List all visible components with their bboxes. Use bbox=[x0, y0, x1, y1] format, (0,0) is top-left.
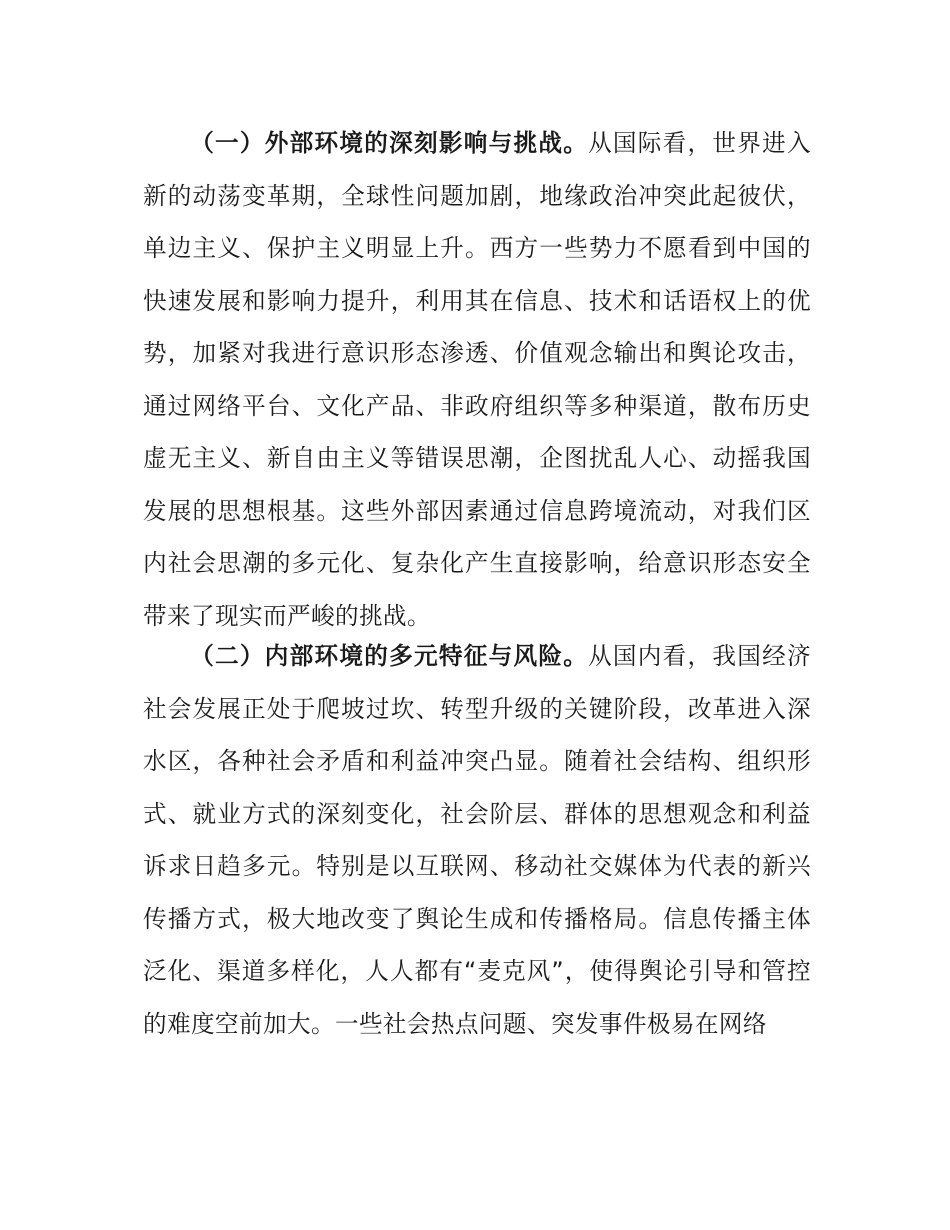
section-body-external: 从国际看，世界进入新的动荡变革期，全球性问题加剧，地缘政治冲突此起彼伏，单边主义、保护主义明显上升。西方一些势力不愿看到中国的快速发展和影响力提升，利用其在信息、技术和话语权上的优势，加紧对我进行意识形态渗透、价值观念输出和舆论攻击，通过网络平台、文化产品、非政府组织等多种渠道，散布历史虚无主义、新自由主义等错误思潮，企图扰乱人心、动摇我国发展的思想根基。这些外部因素通过信息跨境流动，对我们区内社会思潮的多元化、复杂化产生直接影响，给意识形态安全带来了现实而严峻的挑战。 bbox=[143, 129, 811, 630]
section-heading-external: （一）外部环境的深刻影响与挑战。 bbox=[190, 129, 589, 157]
section-heading-internal: （二）内部环境的多元特征与风险。 bbox=[190, 642, 589, 670]
section-paragraph-external bbox=[143, 117, 811, 642]
section-paragraph-internal bbox=[143, 630, 811, 1050]
section-body-internal: 从国内看，我国经济社会发展正处于爬坡过坎、转型升级的关键阶段，改革进入深水区，各种社会矛盾和利益冲突凸显。随着社会结构、组织形式、就业方式的深刻变化，社会阶层、群体的思想观念和利益诉求日趋多元。特别是以互联网、移动社交媒体为代表的新兴传播方式，极大地改变了舆论生成和传播格局。信息传播主体泛化、渠道多样化，人人都有“麦克风”，使得舆论引导和管控的难度空前加大。一些社会热点问题、突发事件极易在网络 bbox=[143, 642, 811, 1038]
